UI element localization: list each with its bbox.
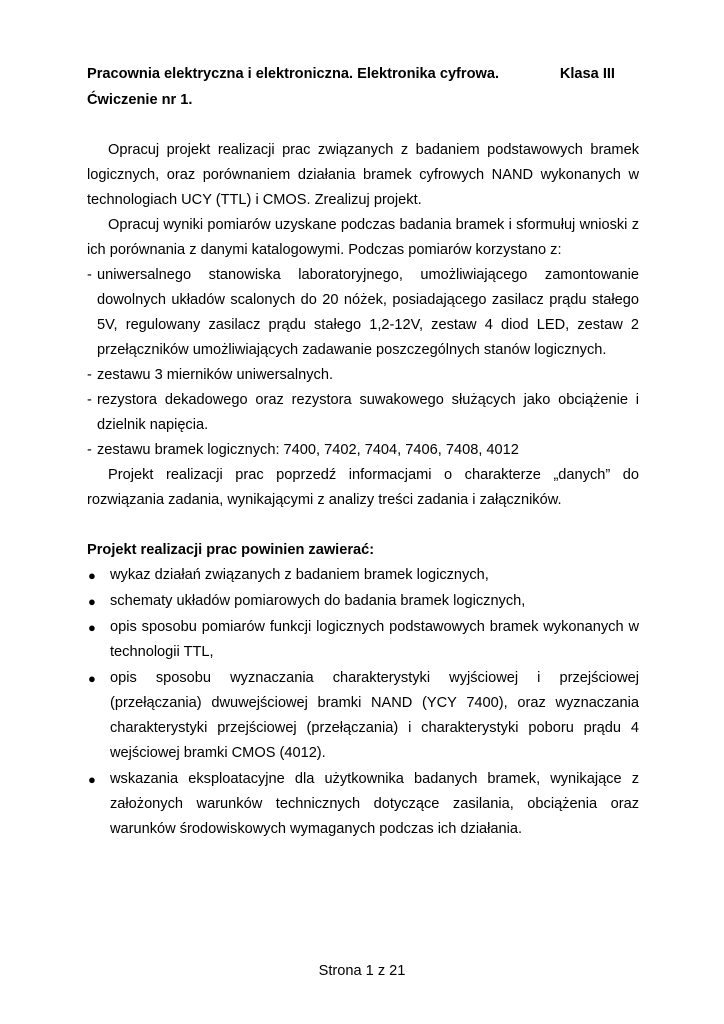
section-title: Projekt realizacji prac powinien zawierać:: [87, 542, 375, 558]
dash-marker: -: [87, 392, 92, 408]
paragraph-2: Opracuj wyniki pomiarów uzyskane podczas badania bramek i sformułuj wnioski z ich porównania z danymi katalogowymi. Podczas pomiarów korzystano z:: [87, 217, 639, 258]
dash-item: [87, 438, 639, 463]
list-item-text: wskazania eksploatacyjne dla użytkownika badanych bramek, wynikające z założonych warunków technicznych dotyczące zasilania, obciążenia oraz warunków środowiskowych wymaganych podczas ich działania.: [110, 771, 639, 837]
bullet-icon: ●: [88, 568, 96, 583]
dash-item: [87, 363, 639, 388]
course-title: Pracownia elektryczna i elektroniczna. Elektronika cyfrowa.: [87, 66, 500, 82]
exercise-number: Ćwiczenie nr 1.: [87, 92, 193, 108]
dash-item-text: uniwersalnego stanowiska laboratoryjnego, umożliwiającego zamontowanie dowolnych układów scalonych do 20 nóżek, posiadającego zasilacz prądu stałego 5V, regulowany zasilacz prądu stałego 1,2-12V, zestaw 4 diod LED, zestaw 2 przełączników umożliwiających zadawanie poszczególnych stanów logicznych.: [97, 267, 639, 358]
dash-item-text: zestawu bramek logicznych: 7400, 7402, 7404, 7406, 7408, 4012: [97, 442, 519, 458]
list-item-text: opis sposobu wyznaczania charakterystyki wyjściowej i przejściowej (przełączania) dwuwejściowej bramki NAND (YCY 7400), oraz wyznaczania charakterystyki przejściowej (przełączania) i charakterystyki poboru prądu 4 wejściowej bramki CMOS (4012).: [110, 670, 639, 761]
dash-item: [87, 388, 639, 438]
list-item: [87, 563, 639, 588]
list-item: [87, 767, 639, 842]
dash-marker: -: [87, 267, 92, 283]
bullet-icon: ●: [88, 671, 96, 686]
bullet-icon: ●: [88, 594, 96, 609]
list-item: [87, 615, 639, 665]
document-header: [87, 62, 639, 86]
bullet-icon: ●: [88, 772, 96, 787]
task-description: [87, 138, 639, 513]
dash-item-text: zestawu 3 mierników uniwersalnych.: [97, 367, 334, 383]
paragraph-1: Opracuj projekt realizacji prac związanych z badaniem podstawowych bramek logicznych, oraz porównaniem działania bramek cyfrowych NAND wykonanych w technologiach UCY (TTL) i CMOS. Zrealizuj projekt.: [87, 142, 639, 208]
dash-item-text: rezystora dekadowego oraz rezystora suwakowego służących jako obciążenie i dzielnik napięcia.: [97, 392, 639, 433]
dash-marker: -: [87, 367, 92, 383]
list-item-text: schematy układów pomiarowych do badania bramek logicznych,: [110, 593, 526, 609]
bullet-list: [87, 563, 639, 842]
list-item: [87, 666, 639, 766]
class-label: Klasa III: [559, 66, 615, 82]
bullet-icon: ●: [88, 620, 96, 635]
list-item-text: wykaz działań związanych z badaniem bramek logicznych,: [110, 567, 489, 583]
dash-marker: -: [87, 442, 92, 458]
paragraph-3: Projekt realizacji prac poprzedź informacjami o charakterze „danych” do rozwiązania zadania, wynikającymi z analizy treści zadania i załączników.: [87, 467, 639, 508]
page-number: Strona 1 z 21: [318, 963, 406, 979]
document-page: [87, 62, 639, 843]
list-item: [87, 589, 639, 614]
dash-item: [87, 263, 639, 363]
list-item-text: opis sposobu pomiarów funkcji logicznych podstawowych bramek wykonanych w technologii TTL,: [110, 619, 639, 660]
